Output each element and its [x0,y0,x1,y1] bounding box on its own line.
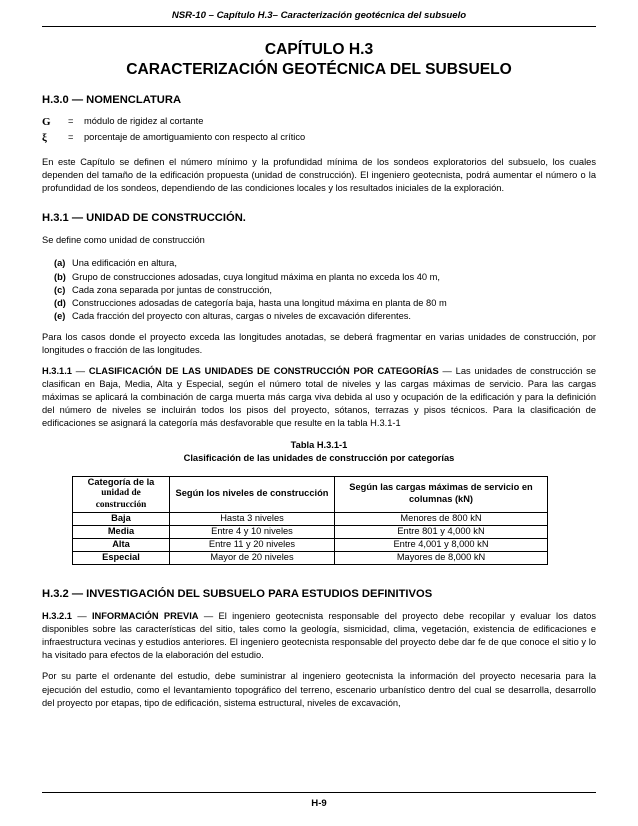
heading-h30: H.3.0 — NOMENCLATURA [42,93,182,106]
cell-category: Alta [73,538,170,551]
h311-number: H.3.1.1 [42,365,72,376]
nomenclature-symbol: G [42,116,51,129]
h311-paragraph [42,365,596,431]
client-info-paragraph: Por su parte el ordenante del estudio, debe suministrar al ingeniero geotecnista la información del proyecto necesaria para la ejecución del estudio, como el levantamiento topográfico del terreno, escenario urbanístico dentro del cual se desarrolla, desarrollo del proyecto por etapas, tipo de edificación, sistema estructural, niveles de excavación, [42,671,596,708]
nomenclature-description: porcentaje de amortiguamiento con respecto al crítico [84,132,306,143]
list-item-text: Construcciones adosadas de categoría baja, hasta una longitud máxima en planta de 80 m [72,297,447,308]
cell-loads: Entre 801 y 4,000 kN [335,526,548,539]
h311-text: — Las unidades de construcción se clasifican en Baja, Media, Alta y Especial, según el número total de niveles y las cargas máximas de servicio. Para las cargas máximas se aplicará la combinación de carga muerta más carga viva debida al uso y ocupación de la edificación y para la definición del número de niveles se incluirán todos los pisos del proyecto, sótanos, terrazas y pisos técnicos. Para la clasificación de edificaciones se asignará la categoría más desfavorable que resulte en la tabla H.3.1-1 [42,365,596,429]
page-content [42,40,596,710]
classification-table [72,476,548,565]
list-item [54,297,596,310]
list-item-label: (a) [54,258,66,269]
header-category-line3: construcción [95,500,147,511]
unit-definition-lead: Se define como unidad de construcción [42,235,205,246]
table-title: Clasificación de las unidades de construcción por categorías [183,453,455,464]
running-header: NSR-10 – Capítulo H.3– Caracterización geotécnica del subsuelo [42,9,596,27]
header-category-line2: unidad de [101,488,141,499]
table-header-row [73,476,548,513]
chapter-number: CAPÍTULO H.3 [264,41,374,58]
nomenclature-item [42,131,596,147]
h321-paragraph [42,610,596,663]
list-item [54,310,596,323]
list-item-label: (e) [54,311,66,322]
list-item [54,257,596,270]
header-levels: Según los niveles de construcción [170,476,335,513]
list-item-text: Cada zona separada por juntas de construcción, [72,284,273,295]
h321-text: — El ingeniero geotecnista responsable del proyecto debe recopilar y evaluar los datos disponibles sobre las características del sitio, tales como la geología, sismicidad, clima, vegetación, existencia de edificaciones e infraestructura vecinas y estudios anteriores. El ingeniero geotecnista responsable del proyecto debe dar fe de que conoce el sitio y lo ha visitado para efectos de la elaboración del estudio. [42,610,597,661]
cell-levels: Hasta 3 niveles [170,513,335,526]
nomenclature-item [42,115,596,131]
intro-paragraph: En este Capítulo se definen el número mínimo y la profundidad mínima de los sondeos exploratorios del subsuelo, los cuales dependen del tamaño de la edificación propuesta (unidad de construcción). El ingeniero geotecnista, podrá aumentar el número o la profundidad de los sondeos, dependiendo de las condiciones locales y los resultados iniciales de la exploración. [42,156,596,194]
table-row [73,538,548,551]
table-row [73,526,548,539]
cell-levels: Mayor de 20 niveles [170,551,335,564]
cell-loads: Mayores de 8,000 kN [335,551,548,564]
header-category [73,476,170,513]
nomenclature-equals: = [68,132,74,143]
list-item [54,284,596,297]
heading-h32: H.3.2 — INVESTIGACIÓN DEL SUBSUELO PARA ESTUDIOS DEFINITIVOS [42,587,433,600]
heading-h31: H.3.1 — UNIDAD DE CONSTRUCCIÓN. [42,212,246,225]
cell-category: Baja [73,513,170,526]
h311-title: CLASIFICACIÓN DE LAS UNIDADES DE CONSTRUCCIÓN POR CATEGORÍAS [88,365,439,376]
header-category-line1: Categoría de la [87,476,155,487]
list-item-label: (d) [54,297,66,308]
fragmentation-paragraph: Para los casos donde el proyecto exceda las longitudes anotadas, se deberá fragmentar en varias unidades de construcción, por longitudes o fracción de las longitudes. [42,332,596,356]
table-row [73,513,548,526]
unit-definition-list [42,257,596,323]
list-item-label: (c) [54,284,66,295]
cell-loads: Menores de 800 kN [335,513,548,526]
cell-category: Especial [73,551,170,564]
cell-levels: Entre 4 y 10 niveles [170,526,335,539]
list-item-label: (b) [54,271,66,282]
cell-levels: Entre 11 y 20 niveles [170,538,335,551]
header-loads: Según las cargas máximas de servicio en columnas (kN) [335,476,548,513]
chapter-title [42,40,596,81]
h321-number: H.3.2.1 [42,610,72,621]
h311-dash: — [71,365,89,376]
chapter-name: CARACTERIZACIÓN GEOTÉCNICA DEL SUBSUELO [126,61,512,79]
cell-loads: Entre 4,001 y 8,000 kN [335,538,548,551]
nomenclature-list [42,115,596,146]
table-row [73,551,548,564]
list-item-text: Una edificación en altura, [72,258,177,269]
cell-category: Media [73,526,170,539]
list-item-text: Grupo de construcciones adosadas, cuya longitud máxima en planta no exceda los 40 m, [72,271,440,282]
list-item-text: Cada fracción del proyecto con alturas, cargas o niveles de excavación diferentes. [72,311,412,322]
nomenclature-symbol: ξ [42,132,47,145]
nomenclature-equals: = [68,116,74,127]
h321-dash: — [71,610,92,621]
table-number: Tabla H.3.1-1 [290,439,348,450]
table-caption [42,439,596,466]
h321-title: INFORMACIÓN PREVIA [91,610,199,621]
list-item [54,271,596,284]
nomenclature-description: módulo de rigidez al cortante [84,116,204,127]
page-number: H-9 [42,792,596,811]
